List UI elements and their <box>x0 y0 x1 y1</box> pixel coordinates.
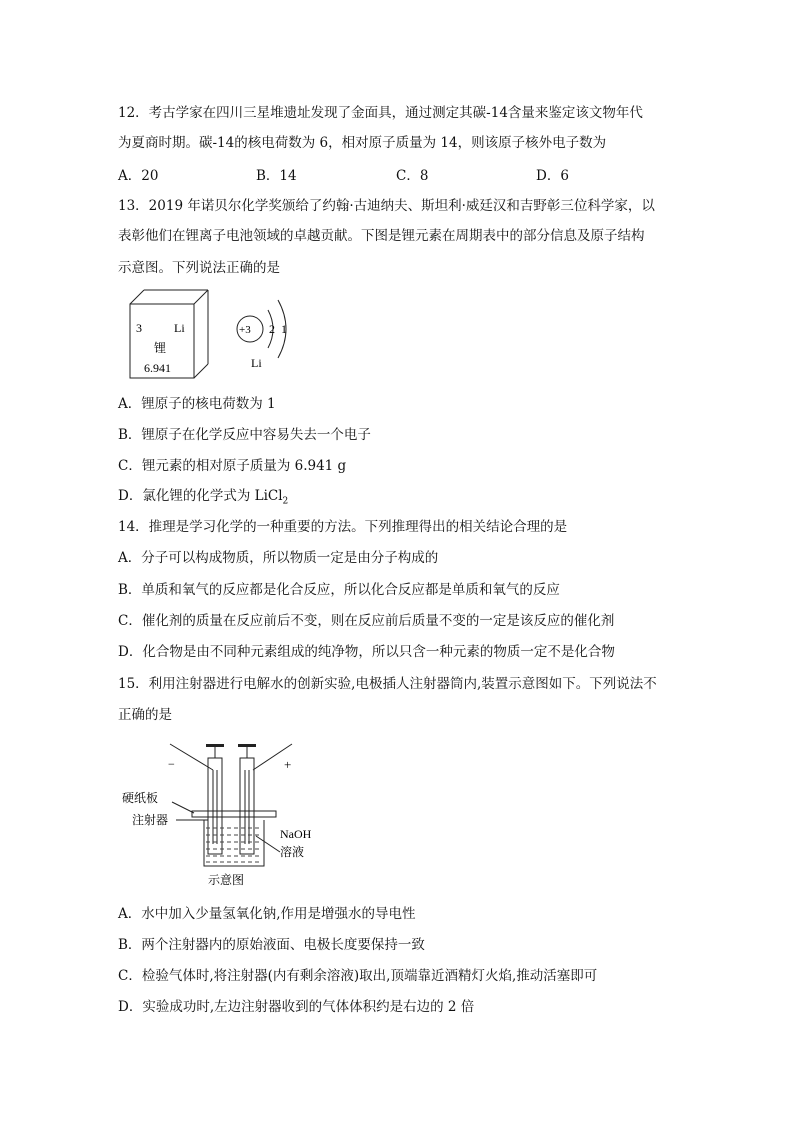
left-plunger-cap <box>206 744 224 747</box>
q12-option-c: C．8 <box>396 168 429 184</box>
q13-stem-line2: 表彰他们在锂离子电池领域的卓越贡献。下图是锂元素在周期表中的部分信息及原子结构 <box>118 228 645 244</box>
q12-options <box>118 164 678 184</box>
q13-stem-line1: 13．2019 年诺贝尔化学奖颁给了约翰·古迪纳夫、斯坦利·威廷汉和吉野彰三位科学家，以 <box>118 198 655 214</box>
q15-option-d: D．实验成功时,左边注射器收到的气体体积约是右边的 2 倍 <box>118 999 475 1015</box>
q14-stem: 14．推理是学习化学的一种重要的方法。下列推理得出的相关结论合理的是 <box>118 519 568 535</box>
nucleus-charge: +3 <box>239 324 251 336</box>
q12-option-b: B．14 <box>256 168 297 184</box>
naoh-label: NaOH <box>280 827 312 841</box>
negative-terminal-sign: − <box>168 757 175 771</box>
positive-terminal-sign: + <box>284 757 292 772</box>
cardboard-leader-line <box>172 802 194 813</box>
cardboard-plate <box>192 811 276 817</box>
atom-symbol-label: Li <box>251 356 262 370</box>
negative-wire <box>170 744 213 770</box>
element-atomic-mass: 6.941 <box>144 361 171 375</box>
electron-shell-1-count: 2 <box>269 322 275 336</box>
lithium-element-and-atom-diagram <box>120 286 310 384</box>
q14-option-a: A．分子可以构成物质，所以物质一定是由分子构成的 <box>118 550 439 566</box>
q15-stem-line2: 正确的是 <box>118 707 172 723</box>
cardboard-label: 硬纸板 <box>122 791 159 805</box>
right-plunger-cap <box>238 744 256 747</box>
diagram-caption: 示意图 <box>208 873 245 887</box>
electrolysis-apparatus-diagram <box>120 740 330 890</box>
right-syringe-barrel <box>240 758 254 854</box>
q13-option-c: C．锂元素的相对原子质量为 6.941 g <box>118 458 347 474</box>
electron-shell-2-count: 1 <box>281 322 287 336</box>
q15-option-a: A．水中加入少量氢氧化钠,作用是增强水的导电性 <box>118 906 416 922</box>
solution-leader-line <box>256 836 280 852</box>
solution-label: 溶液 <box>280 845 305 859</box>
syringe-label: 注射器 <box>132 813 169 827</box>
q12-option-d: D．6 <box>536 168 569 184</box>
q15-stem-line1: 15．利用注射器进行电解水的创新实验,电极插人注射器筒内,装置示意图如下。下列说法不 <box>118 676 657 692</box>
q13-option-b: B．锂原子在化学反应中容易失去一个电子 <box>118 427 371 443</box>
element-atomic-number: 3 <box>136 321 142 335</box>
q15-option-b: B．两个注射器内的原始液面、电极长度要保持一致 <box>118 937 425 953</box>
q14-option-b: B．单质和氧气的反应都是化合反应，所以化合反应都是单质和氧气的反应 <box>118 582 560 598</box>
q15-option-c: C．检验气体时,将注射器(内有剩余溶液)取出,顶端靠近酒精灯火焰,推动活塞即可 <box>118 968 598 984</box>
q13-option-a: A．锂原子的核电荷数为 1 <box>118 396 276 412</box>
q12-stem-line2: 为夏商时期。碳-14的核电荷数为 6，相对原子质量为 14，则该原子核外电子数为 <box>118 135 607 151</box>
q12-option-a: A．20 <box>118 168 159 184</box>
q13-option-d-text: D．氯化锂的化学式为 LiCl <box>118 488 283 504</box>
left-syringe-barrel <box>208 758 222 854</box>
element-symbol: Li <box>174 321 185 335</box>
q14-option-c: C．催化剂的质量在反应前后不变，则在反应前后质量不变的一定是该反应的催化剂 <box>118 613 615 629</box>
q13-stem-line3: 示意图。下列说法正确的是 <box>118 260 280 276</box>
q12-stem-line1: 12．考古学家在四川三星堆遗址发现了金面具，通过测定其碳-14含量来鉴定该文物年代 <box>118 105 643 121</box>
element-name: 锂 <box>154 341 167 355</box>
q13-option-d-subscript: 2 <box>282 496 289 507</box>
q13-option-d <box>118 486 288 512</box>
q14-option-d: D．化合物是由不同种元素组成的纯净物，所以只含一种元素的物质一定不是化合物 <box>118 644 615 660</box>
